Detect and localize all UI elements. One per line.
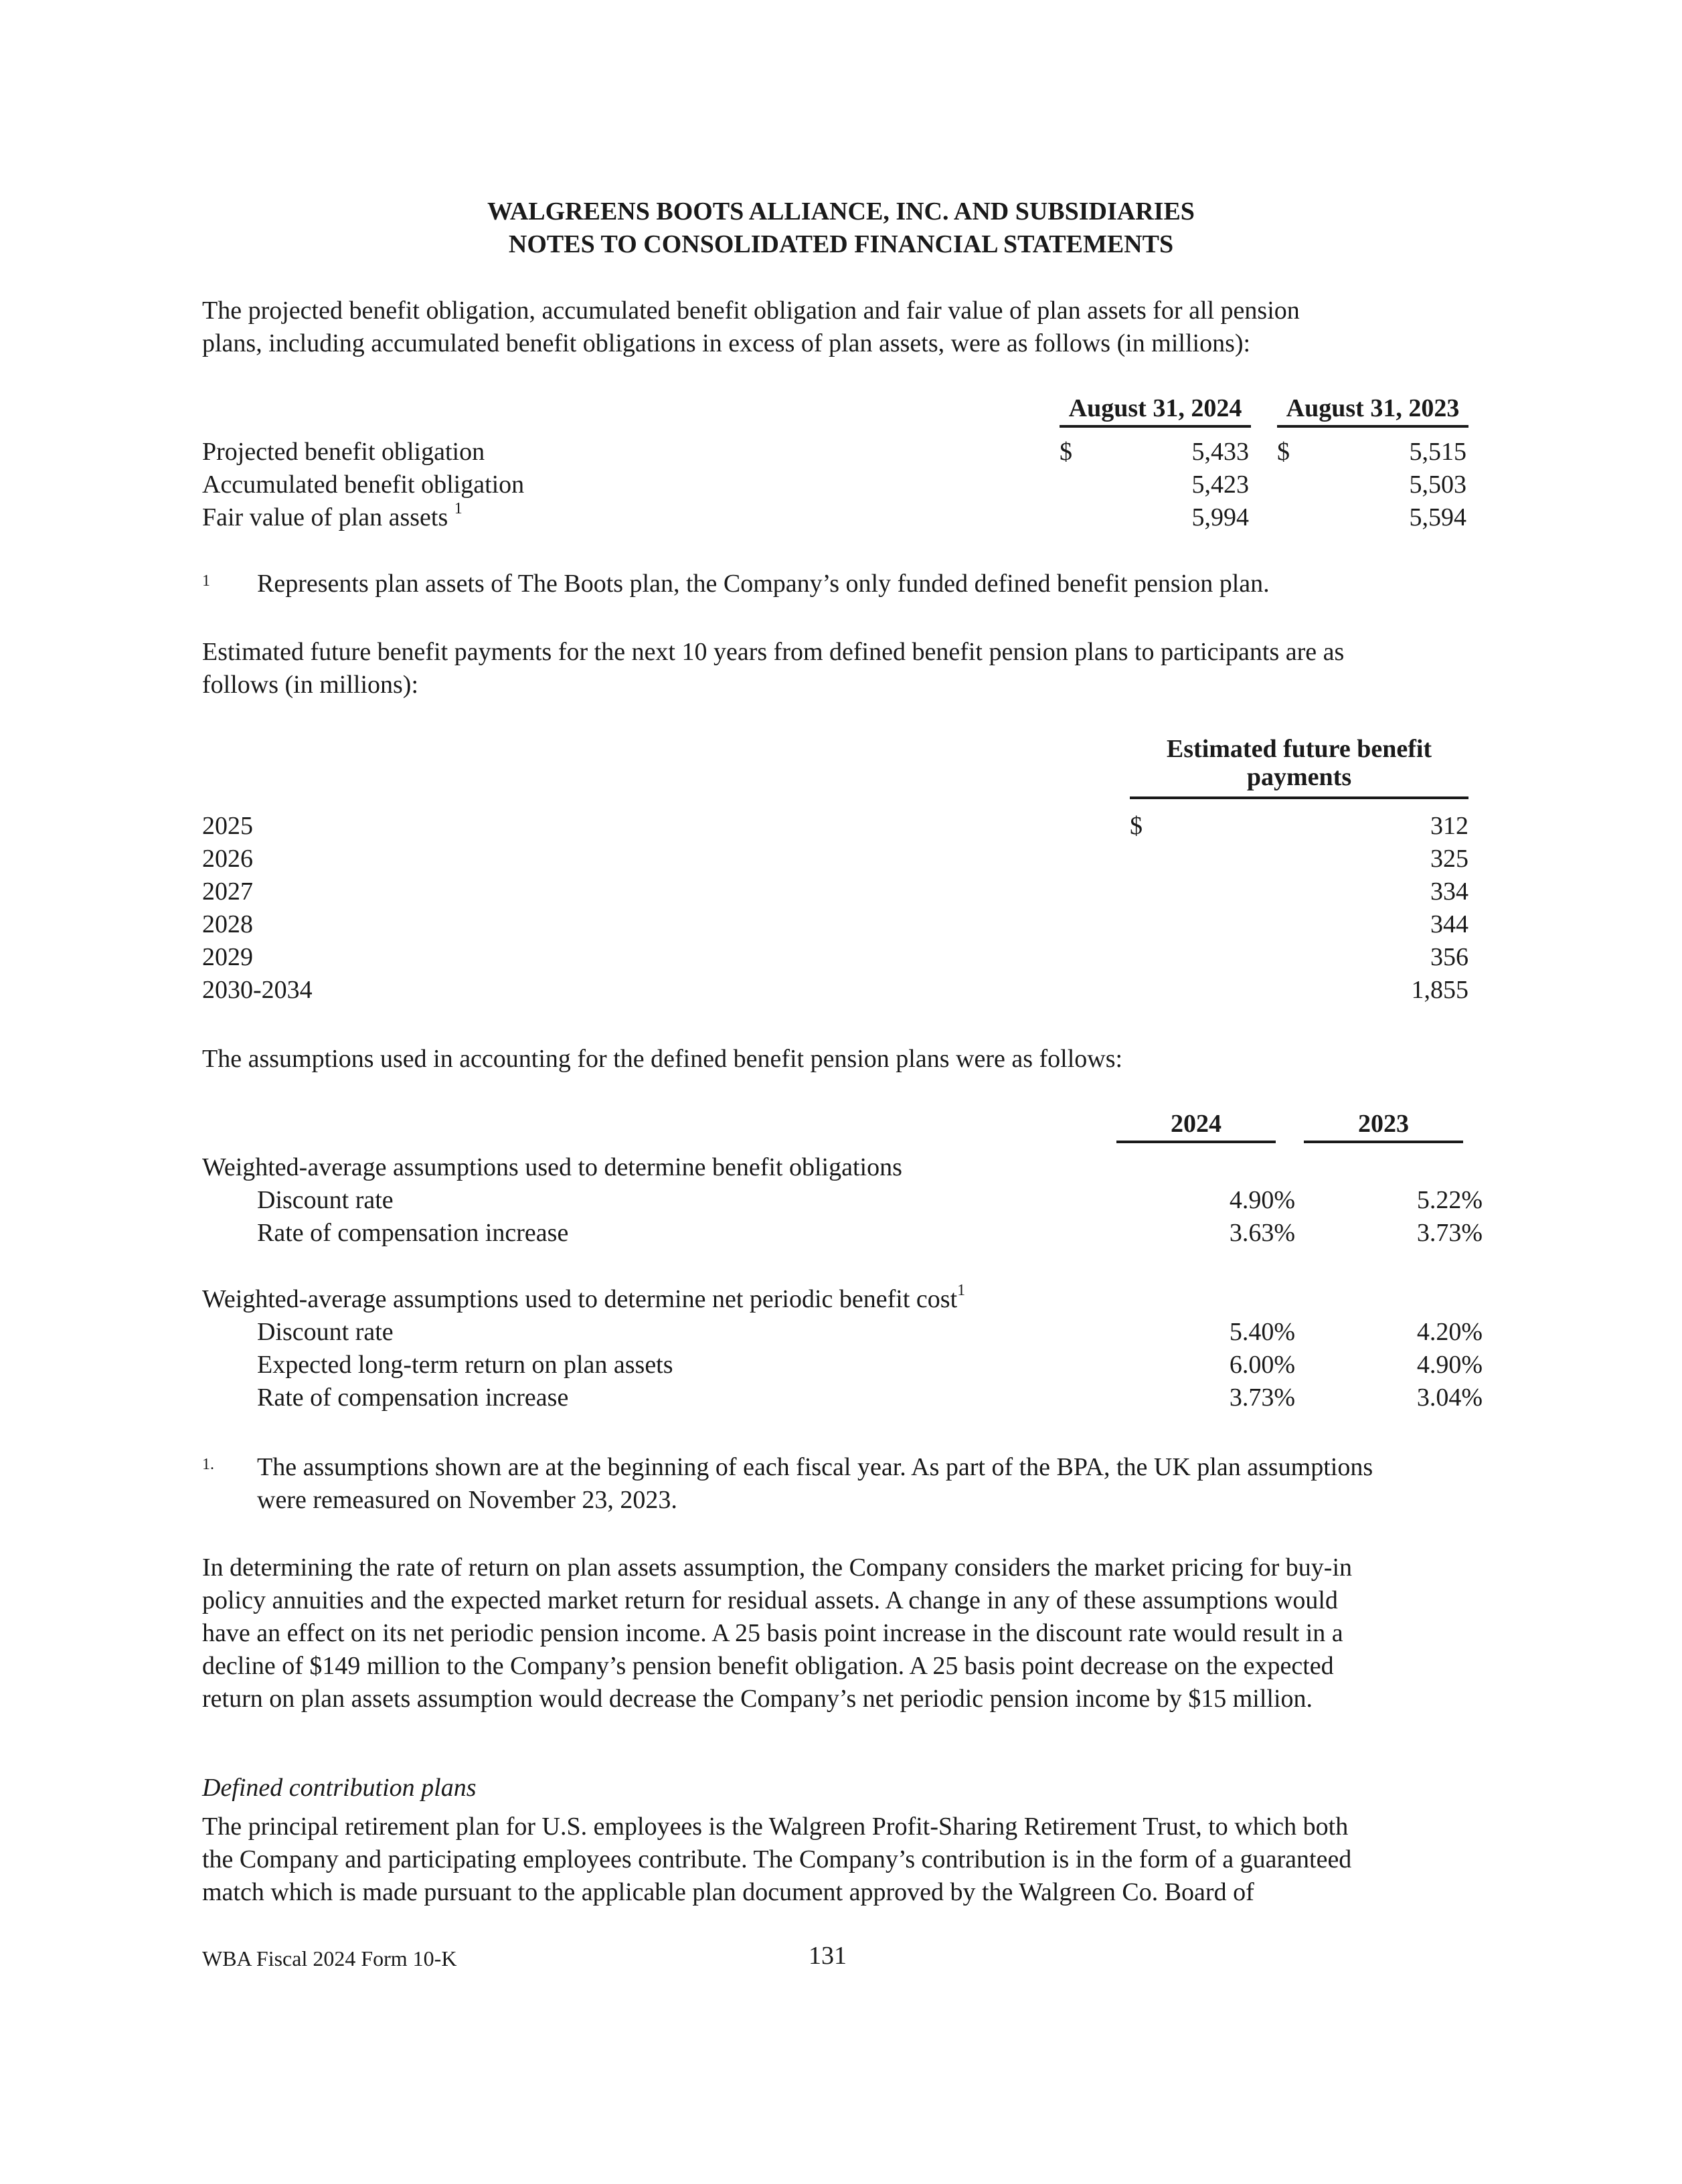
table1-row-value: 5,994 (1191, 503, 1249, 531)
intro-paragraph-2-line-1: Estimated future benefit payments for the next 10 years from defined benefit pension plans to participants are as (202, 638, 1345, 666)
table3-col1-header: 2024 (1116, 1108, 1276, 1143)
table3-row-value: 3.73% (1229, 1383, 1295, 1412)
table2-header (1130, 735, 1468, 791)
table2-header-line-1: Estimated future benefit (1166, 735, 1432, 763)
table1-row-label: Accumulated benefit obligation (202, 471, 525, 499)
intro-paragraph-1-line-2: plans, including accumulated benefit obligations in excess of plan assets, were as follows (in millions): (202, 329, 1251, 357)
company-header: WALGREENS BOOTS ALLIANCE, INC. AND SUBSIDIARIES (487, 197, 1195, 226)
table1-row-value: 5,515 (1409, 438, 1466, 466)
table3-row-value: 4.20% (1416, 1318, 1483, 1346)
notes-header: NOTES TO CONSOLIDATED FINANCIAL STATEMENTS (508, 230, 1174, 258)
footnote-text-line-1: The assumptions shown are at the beginning of each fiscal year. As part of the BPA, the UK plan assumptions (257, 1453, 1373, 1481)
table3-row-value: 5.40% (1229, 1318, 1295, 1346)
table3-row-value: 4.90% (1416, 1351, 1483, 1379)
table1-row-value: 5,433 (1191, 438, 1249, 466)
table3-group-title: Weighted-average assumptions used to determine benefit obligations (202, 1153, 902, 1181)
table1-row-value: 5,503 (1409, 471, 1466, 499)
dc-paragraph-line: The principal retirement plan for U.S. employees is the Walgreen Profit-Sharing Retirement Trust, to which both (202, 1813, 1349, 1841)
footnote-reference: 1 (454, 500, 462, 518)
table2-value: 356 (1430, 943, 1468, 971)
table1-col2-header: August 31, 2023 (1277, 392, 1468, 428)
table3-row-label: Rate of compensation increase (257, 1219, 569, 1247)
return-paragraph-line: have an effect on its net periodic pension income. A 25 basis point increase in the discount rate would result in a (202, 1619, 1343, 1647)
footnote-text: Represents plan assets of The Boots plan, the Company’s only funded defined benefit pension plan. (257, 570, 1270, 598)
intro-paragraph-1-line-1: The projected benefit obligation, accumulated benefit obligation and fair value of plan assets for all pension (202, 297, 1300, 325)
table1-row-label: Projected benefit obligation (202, 438, 485, 466)
page-number: 131 (809, 1942, 847, 1970)
table3-row-label: Expected long-term return on plan assets (257, 1351, 673, 1379)
currency-symbol: $ (1130, 812, 1143, 840)
table3-row-value: 3.63% (1229, 1219, 1295, 1247)
table3-group-title: Weighted-average assumptions used to determine net periodic benefit cost$^1$ (202, 1282, 966, 1313)
return-paragraph-line: return on plan assets assumption would decrease the Company’s net periodic pension income by $15 million. (202, 1685, 1313, 1713)
footnote-mark: 1. (202, 1456, 214, 1473)
intro-paragraph-3: The assumptions used in accounting for the defined benefit pension plans were as follows: (202, 1045, 1123, 1073)
currency-symbol: $ (1277, 438, 1290, 466)
table2-year: 2028 (202, 910, 253, 938)
intro-paragraph-2-line-2: follows (in millions): (202, 671, 418, 699)
table3-row-value: 5.22% (1416, 1186, 1483, 1214)
table2-value: 334 (1430, 877, 1468, 906)
footnote-reference: 1 (957, 1282, 966, 1300)
table3-col2-header: 2023 (1304, 1108, 1463, 1143)
table3-row-value: 3.73% (1416, 1219, 1483, 1247)
table2-value: 325 (1430, 845, 1468, 873)
table2-value: 1,855 (1411, 976, 1468, 1004)
table2-year: 2027 (202, 877, 253, 906)
footer-document-name: WBA Fiscal 2024 Form 10-K (202, 1946, 457, 1970)
dc-paragraph-line: the Company and participating employees contribute. The Company’s contribution is in the form of a guaranteed (202, 1845, 1352, 1873)
table2-year: 2025 (202, 812, 253, 840)
return-paragraph-line: policy annuities and the expected market return for residual assets. A change in any of these assumptions would (202, 1586, 1338, 1614)
return-paragraph-line: In determining the rate of return on plan assets assumption, the Company considers the market pricing for buy-in (202, 1553, 1353, 1582)
table1-row-value: 5,423 (1191, 471, 1249, 499)
table3-row-value: 3.04% (1416, 1383, 1483, 1412)
table2-value: 312 (1430, 812, 1468, 840)
table3-row-label: Discount rate (257, 1318, 394, 1346)
table3-row-label: Rate of compensation increase (257, 1383, 569, 1412)
table3-row-value: 6.00% (1229, 1351, 1295, 1379)
table2-header-line-2: payments (1246, 763, 1352, 791)
table2-year: 2029 (202, 943, 253, 971)
table2-year: 2030-2034 (202, 976, 313, 1004)
footnote-mark: 1 (202, 572, 210, 590)
table1-row-label: Fair value of plan assets $^1$ (202, 500, 462, 531)
table2-year: 2026 (202, 845, 253, 873)
table2-header-rule (1130, 796, 1468, 799)
table1-row-value: 5,594 (1409, 503, 1466, 531)
currency-symbol: $ (1060, 438, 1072, 466)
table3-row-label: Discount rate (257, 1186, 394, 1214)
table1-col1-header: August 31, 2024 (1060, 392, 1251, 428)
return-paragraph-line: decline of $149 million to the Company’s pension benefit obligation. A 25 basis point decrease on the expected (202, 1652, 1334, 1680)
table2-value: 344 (1430, 910, 1468, 938)
dc-paragraph-line: match which is made pursuant to the applicable plan document approved by the Walgreen Co. Board of (202, 1878, 1254, 1906)
section-heading: Defined contribution plans (202, 1774, 477, 1802)
table3-row-value: 4.90% (1229, 1186, 1295, 1214)
footnote-text-line-2: were remeasured on November 23, 2023. (257, 1486, 677, 1514)
